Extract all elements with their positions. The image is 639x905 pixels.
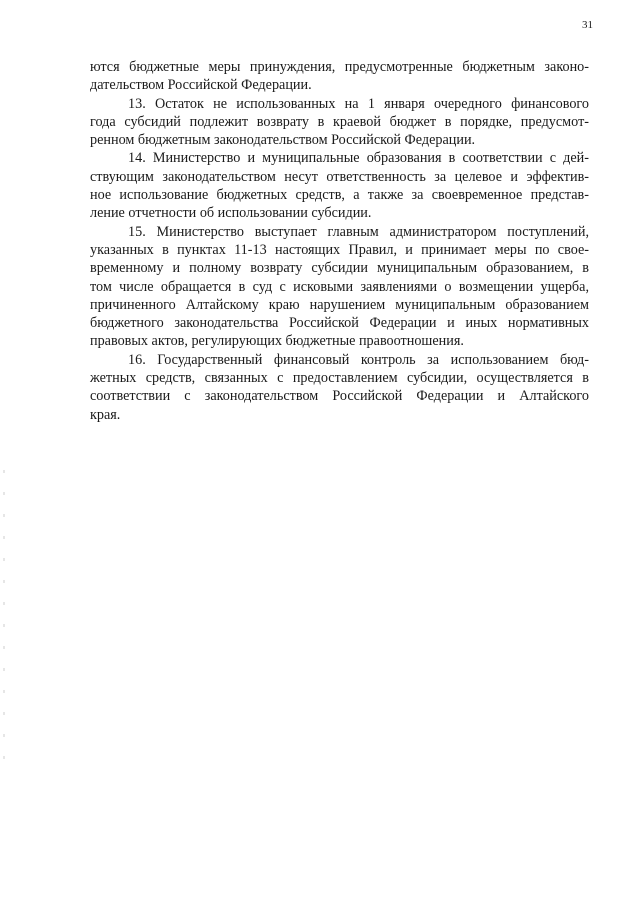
text-line: ются бюджетные меры принуждения, предусмотренные бюджетным законо- [90,59,589,75]
text-line: 16. Государственный финансовый контроль за использованием бюд- [128,351,589,368]
text-line: бюджетного законодательства Российской Федерации и иных нормативных [90,315,589,332]
text-line: 14. Министерство и муниципальные образования в соответствии с дей- [128,150,589,167]
document-body [90,58,589,424]
text-line: ное использование бюджетных средств, а также за своевременное представ- [90,187,589,204]
text-line: ствующим законодательством несут ответственность за целевое и эффектив- [90,168,589,185]
text-line: 13. Остаток не использованных на 1 января очередного финансового [128,95,589,112]
text-line: 15. Министерство выступает главным администратором поступлений, [128,223,589,240]
text-line: том числе обращается в суд с исковыми заявлениями о возмещении ущерба, [90,278,589,295]
text-line: указанных в пунктах 11-13 настоящих Правил, и принимает меры по свое- [90,241,589,258]
text-line: ление отчетности об использовании субсидии. [90,205,372,222]
paragraph-15 [90,223,589,351]
scan-edge-marks [3,470,5,770]
text-line: соответствии с законодательством Российской Федерации и Алтайского [90,388,589,405]
text-line: ренном бюджетным законодательством Российской Федерации. [90,132,476,149]
text-line: правовых актов, регулирующих бюджетные правоотношения. [90,333,464,350]
page-number: 31 [582,19,593,31]
text-line: края. [90,406,121,423]
paragraph-continuation [90,58,589,95]
text-line: дательством Российской Федерации. [90,77,312,94]
text-line: жетных средств, связанных с предоставлением субсидии, осуществляется в [90,370,589,387]
text-line: года субсидий подлежит возврату в краевой бюджет в порядке, предусмот- [90,113,589,130]
text-line: причиненного Алтайскому краю нарушением муниципальным образованием [90,296,589,313]
paragraph-16 [90,351,589,424]
paragraph-14 [90,149,589,222]
paragraph-13 [90,95,589,150]
text-line: временному и полному возврату субсидии муниципальным образованием, в [90,260,589,277]
